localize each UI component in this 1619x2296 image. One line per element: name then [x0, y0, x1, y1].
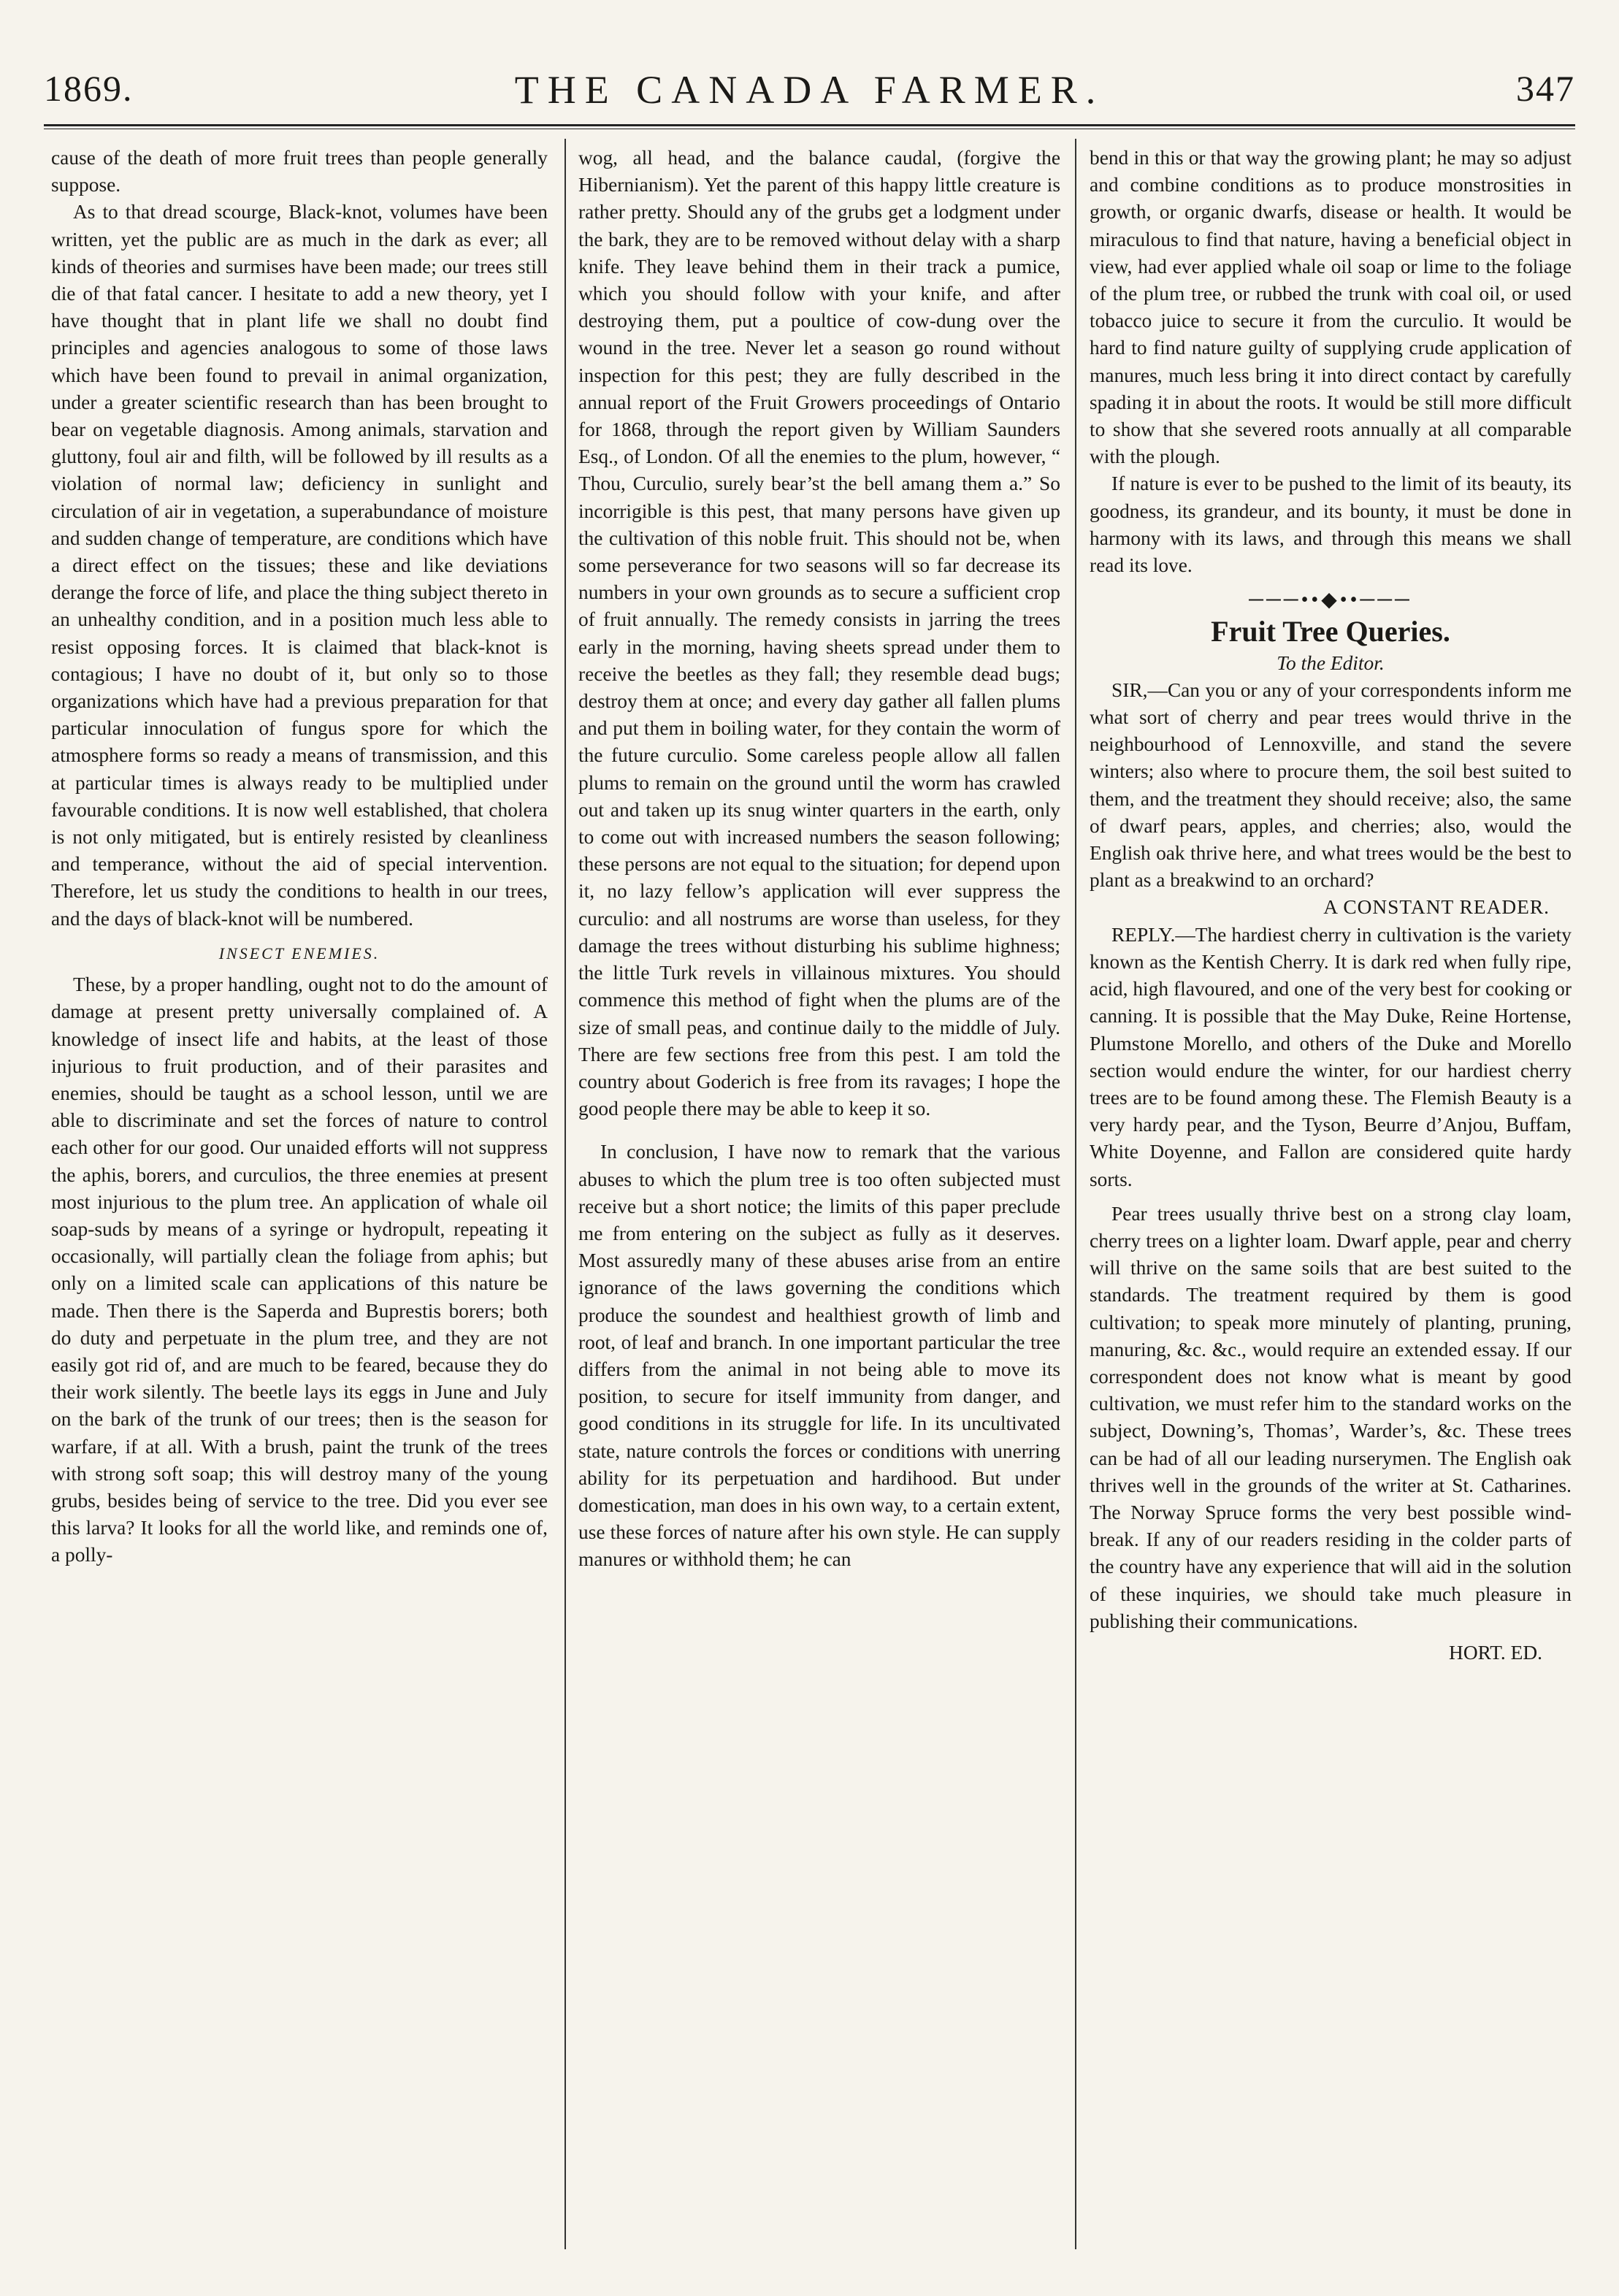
reply-paragraph: REPLY.—The hardiest cherry in cultivation is the variety known as the Kentish Cherry. It is dark red when fully ripe, acid, high flavoured, and one of the very best for cooking or canning. It is possible that the May Duke, Reine Hortense, Plumstone Morello, and others of the Duke and Morello section would endure the winter, for our hardiest cherry trees are to be found among these. The Flemish Beauty is a very hardy pear, and the Tyson, Beurre d’Anjou, Buffam, White Doyenne, and Fallon are considered quite hardy sorts. — [1090, 923, 1572, 1190]
column-3 — [1090, 145, 1572, 2248]
paragraph: Pear trees usually thrive best on a strong clay loam, cherry trees on a lighter loam. Dwarf apple, pear and cherry will thrive on the same soils that are best suited to the standards. The treatment required by them is good cultivation; to speak more minutely of planting, pruning, manuring, &c. &c., would require an extended essay. If our correspondent does not know what is meant by good cultivation, we must refer him to the standard works on the subject, Downing’s, Thomas’, Warder’s, &c. These trees can be had of all our leading nurserymen. The English oak thrives well in the grounds of the writer at St. Catharines. The Norway Spruce forms the very best possible wind-break. If any of our readers residing in the colder parts of the country have any experience that will aid in the solution of these inquiries, we should take much pleasure in publishing their communications. — [1090, 1202, 1572, 1632]
salutation-line: To the Editor. — [1277, 651, 1385, 674]
letter-paragraph: SIR,—Can you or any of your correspondents inform me what sort of cherry and pear trees would thrive in the neighbourhood of Lennoxville, and stand the severe winters; also where to procure them, the soil best suited to them, and the treatment they should receive; also, the same of dwarf pears, apples, and cherries; also, would the English oak thrive here, and what trees would be the best to plant as a breakwind to an orchard? — [1090, 678, 1572, 892]
column-divider — [1075, 139, 1076, 2249]
article-heading: Fruit Tree Queries. — [1211, 615, 1450, 648]
paragraph: wog, all head, and the balance caudal, (forgive the Hibernianism). Yet the parent of this happy little creature is rather pretty. Should any of the grubs get a lodgment under the bark, they are to be removed without delay with a sharp knife. They leave behind them in their track a pumice, which you should follow with your knife, and after destroying them, put a poultice of cow-dung over the wound in the tree. Never let a season go round without inspection for this pest; they are fully described in the annual report of the Fruit Growers proceedings of Ontario for 1868, through the report given by William Saunders Esq., of London. Of all the enemies to the plum, however, “ Thou, Curculio, surely bear’st the bell amang them a.” So incorrigible is this pest, that many persons have given up the cultivation of this noble fruit. This should not be, when some perseverance for two seasons will so far decrease its numbers in your own grounds as to secure a sufficient crop of fruit annually. The remedy consists in jarring the trees early in the morning, having sheets spread under them to receive the beetles as they fall; they resemble dead bugs; destroy them at once; and every day gather all fallen plums and put them in boiling water, for they contain the worm of the future curculio. Some careless people allow all fallen plums to remain on the ground until the worm has crawled out and taken up its snug winter quarters in the earth, only to come out with increased numbers the season following; these persons are not equal to the situation; for depend upon it, no lazy fellow’s application will ever suppress the curculio: and all nostrums are worse than useless, for they damage the trees without disturbing his sublime highness; the little Turk revels in villainous mixtures. You should commence this method of fight when the plums are of the size of small peas, and continue daily to the middle of July. There are few sections free from this pest. I am told the country about Goderich is free from its ravages; I hope the good people there may be able to keep it so. — [578, 147, 1060, 1120]
page-number: 347 — [1516, 68, 1575, 109]
paragraph: As to that dread scourge, Black-knot, volumes have been written, yet the public are as much in the dark as ever; all kinds of theories and surmises have been made; our trees still die of that fatal cancer. I hesitate to add a new theory, yet I have thought that in plant life we shall no doubt find principles and agencies analogous to some of those laws which have been found to prevail in animal organization, under a greater scientific research than has been brought to bear on vegetable diagnosis. Among animals, starvation and gluttony, foul air and filth, will be followed by ill results as a violation of normal law; deficiency in sunlight and circulation of air in vegetation, a superabundance of moisture and sudden change of temperature, are conditions which have a direct effect on the tissues; these and like deviations derange the force of life, and place the thing subject thereto in an unhealthy condition, and in a position much less able to resist opposing forces. It is claimed that black-knot is contagious; I have no doubt of it, but only so to those organizations which have had a previous preparation for that particular innoculation of fungus spore for which the atmosphere forms so ready a means of transmission, and this at particular times is always ready to be multiplied under favourable conditions. It is now well established, that cholera is not only mitigated, but is entirely resisted by cleanliness and temperance, without the aid of special intervention. Therefore, let us study the conditions to health in our trees, and the days of black-knot will be numbered. — [51, 201, 548, 930]
paragraph: If nature is ever to be pushed to the limit of its beauty, its goodness, its grandeur, and its bounty, it must be done in harmony with its laws, and through this means we shall read its love. — [1090, 472, 1572, 577]
issue-year: 1869. — [44, 68, 134, 109]
column-2 — [578, 145, 1060, 2248]
paragraph: bend in this or that way the growing plant; he may so adjust and combine conditions as to produce monstrosities in growth, or organic dwarfs, disease or health. It would be miraculous to find that nature, having a beneficial object in view, had ever applied whale oil soap or lime to the foliage of the plum tree, or rubbed the trunk with coal oil, or used tobacco juice to secure it from the curculio. It would be hard to find nature guilty of supplying crude application of manures, much less bring it into direct contact by carefully spading it in about the roots. It would be still more difficult to show that she severed roots annually at all comparable with the plough. — [1090, 147, 1572, 468]
section-ornament: ───••◆••─── — [1249, 589, 1412, 612]
publication-title: THE CANADA FARMER. — [514, 68, 1105, 112]
column-1 — [51, 145, 548, 2248]
column-divider — [564, 139, 566, 2249]
masthead-rule — [44, 124, 1575, 126]
editor-signature: HORT. ED. — [1449, 1641, 1542, 1664]
section-subheading: INSECT ENEMIES. — [218, 944, 380, 963]
paragraph: In conclusion, I have now to remark that the various abuses to which the plum tree is too often subjected must receive but a short notice; the limits of this paper preclude me from entering on the subject as fully as it deserves. Most assuredly many of these abuses arise from an entire ignorance of the laws governing the conditions which produce the soundest and healthiest growth of limb and root, of leaf and branch. In one important particular the tree differs from the animal in not being able to move its position, to secure for itself immunity from danger, and good conditions in its struggle for life. In its uncultivated state, nature controls the forces or conditions with unerring ability for its perpetuation and hardihood. But under domestication, man does in his own way, to a certain extent, use these forces of nature after his own style. He can supply manures or withhold them; he can — [578, 1141, 1060, 1571]
paragraph: These, by a proper handling, ought not to do the amount of damage at present pretty universally complained of. A knowledge of insect life and habits, at the least of those injurious to fruit production, and of their parasites and enemies, should be taught as a school lesson, until we are able to discriminate and set the forces of nature to control each other for our good. Our unaided efforts will not suppress the aphis, borers, and curculios, the three enemies at present most injurious to the plum tree. An application of whale oil soap-suds by means of a syringe or hydropult, repeating it occasionally, will partially clean the foliage from aphis; but only on a limited scale can applications of this nature be made. Then there is the Saperda and Buprestis borers; both do duty and perpetuate in the plum tree, and they are not easily got rid of, and are much to be feared, because they do their work silently. The beetle lays its eggs in June and July on the bark of the trunk of our trees; then is the season for warfare, if at all. With a brush, paint the trunk of the trees with strong soft soap; this will destroy many of the young grubs, besides being of service to the tree. Did you ever see this larva? It looks for all the world like, and reminds one of, a polly- — [51, 973, 548, 1566]
paragraph: cause of the death of more fruit trees than people generally suppose. — [51, 147, 548, 196]
masthead — [44, 67, 1575, 114]
letter-signature: A CONSTANT READER. — [1323, 896, 1550, 919]
